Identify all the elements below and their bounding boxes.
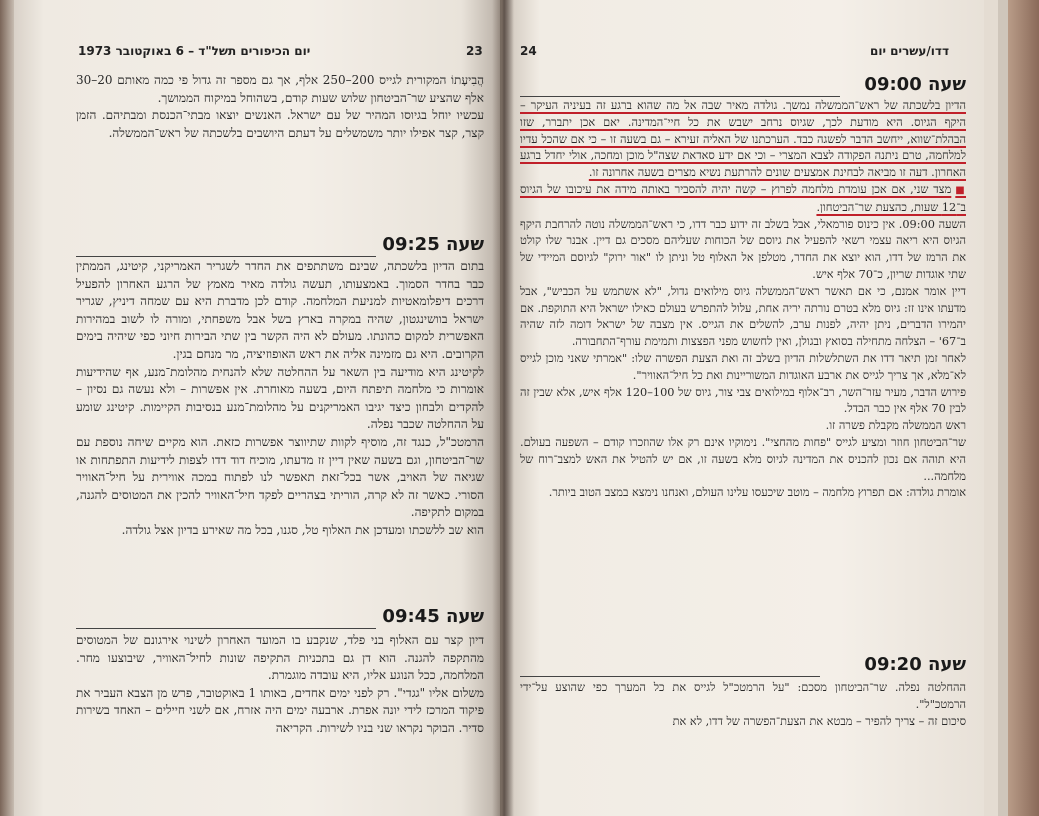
paragraph: סיכום זה – צריך להפיר – מבטא את הצעת־הפשרה של דדו, לא את: [672, 714, 966, 728]
right-page: [500, 0, 984, 816]
left-intro-text: [76, 72, 484, 142]
section-body-0900: [520, 98, 966, 502]
section-body-0945: [76, 632, 484, 738]
right-page-header-title: דדו/עשרים יום: [870, 44, 950, 58]
section-time-label: שעה 09:45: [382, 606, 484, 627]
book-gutter-shadow: [492, 0, 514, 816]
section-body-0925: [76, 258, 484, 540]
paragraph: פירוש הדבר, מעיר עזר־השר, רב־אלוף במילואים צבי צור, גיוס של 100–120 אלף איש, אלא שבין זה לבין 70 אלף אין כבר הבדל.: [520, 385, 966, 416]
red-marker-icon: ■: [955, 184, 966, 196]
right-page-number: 24: [520, 44, 537, 58]
paragraph: הוא שב ללשכתו ומעדכן את האלוף טל, סגנו, בכל מה שאירע בדיון אצל גולדה.: [121, 522, 484, 537]
paragraph: משלום אליו "גגדי". רק לפני ימים אחדים, באותו 1 באוקטובר, פרש מן הצבא העביר את פיקוד המרכז לידי יונה אפרת. ארבעה ימים היה אזרח, אם לשני חיילים – האחד בשירות סדיר. הבוקר נקראו שני בניו לשירות. הקריאה: [76, 685, 485, 735]
page-stack-edge: [984, 0, 998, 816]
paragraph: הֲבִיעָתוֹ המקורית לגייס 200–250 אלף, אך גם מספר זה גדול פי כמה מאותם 20–30 אלף שהציע שר־הביטחון שלוש שעות קודם, בשהוחל במיקוח הממושך.: [76, 73, 485, 105]
book-left-edge: [0, 0, 14, 816]
paragraph: הרמטכ"ל, כנגד זה, מוסיף לקוות שתיווצר אפשרות כזאת. הוא מקיים שיחה נוספת עם שר־הביטחון, וגם בשעה שאין דיין זז מדעתו, מוכיח דוד דדו לצפות לידיעות התפתחות או שגיאה של האויב, אשר בכל־זאת תאפשר לנו לפתוח במכה אווירית על חיל־האוויר הסורי. כאשר זה לא קרה, הוריתי בצהריים לפקד חיל־האוויר להכין את המטוסים להגנה, במקום לתקיפה.: [76, 434, 484, 520]
left-page-number: 23: [466, 44, 483, 58]
paragraph: לקיטינג היא מודיעה בין השאר על ההחלטה שלא להנחית מהלומת־מנע, אף שהידיעות אומרות כי מלחמה תיפתח היום, בשעה מאוחרת. אין אפשרות – ולא נעשה גם נסיון – להקדים ולבחון כיצד יגיבו האמריקנים על מהלומת־מנע בנסיבות הקיימות. קיטינג שומע על ההחלטה שכבר נפלה.: [76, 364, 484, 432]
section-time-label: שעה 09:00: [864, 74, 966, 95]
section-rule: [76, 256, 376, 257]
section-body-0920: [520, 680, 966, 730]
paragraph: [520, 182, 966, 217]
paragraph: אומרת גולדה: אם תפרוץ מלחמה – מוטב שיכעסו עלינו העולם, ואנחנו נימצא במצב הטוב ביותר.: [548, 486, 966, 500]
section-rule: [520, 96, 840, 97]
section-time-label: שעה 09:25: [382, 234, 484, 255]
paragraph: ההחלטה נפלה. שר־הביטחון מסכם: "על הרמטכ"ל לגייס את כל המערך כפי שהוצע על־ידי הרמטכ"ל".: [520, 681, 966, 711]
paragraph: ראש הממשלה מקבלת פשרה זו.: [825, 419, 966, 433]
section-rule: [76, 628, 376, 629]
paragraph-text: מצד שני, אם אכן עומדת מלחמה לפרוץ – קשה יהיה להסביר באותה מידה את עיכובו של הגיוס ב־12 שעות, כהצעת שר־הביטחון.: [520, 182, 966, 214]
section-rule: [520, 676, 820, 677]
paragraph: עכשיו יוחל בגיוסו המהיר של עם ישראל. האנשים יוצאו מבתי־הכנסת ומבתיהם. הזמן קצר, קצר אפילו יותר משמשלים על דעתם היושבים בלשכתה של ראש־הממשלה.: [76, 108, 484, 140]
left-page-header-date: יום הכיפורים תשל"ד – 6 באוקטובר 1973: [78, 44, 311, 58]
paragraph: לאחר זמן תיאר דדו את השתלשלות הדיון בשלב זה ואת הצעת הפשרה שלו: "אמרתי שאני מוכן לגייס לא־מלא, אך צריך לגייס את ארבע האוגדות המשוריינות ואת כל חיל־האוויר".: [520, 351, 966, 382]
paragraph: בתום הדיון בלשכתה, שבינם משתתפים את החדר לשגריר האמריקני, קיטינג, הממתין כבר בחדר הסמוך. באמצעותו, תעשה גולדה מאיר מאמץ של הרגע האחרון להפעיל דרכים דיפלומאטיות למניעת המלחמה. קודם לכן מדברת היא עם שמחה דיניץ, שגריר ישראל בוושינגטון, שהיה במקרה בארץ בשל אבל משפחתי, ומורה לו לשוב במהירות האפשרית למקום כהונתו. מעולם לא היה הקשר בין שתי הבירות חיוני כפי שיהיה בימים הקרובים. היא גם מזמינה אליה את ראש האופוזיציה, מר מנחם בגין.: [76, 259, 484, 361]
paragraph: השעה 09:00. אין כינוס פורמאלי, אבל בשלב זה ידוע כבר דדו, כי ראש־הממשלה נוטה להרחבת היקף הגיוס היא ריאה עצמי רשאי להפעיל את גיוסם של הכוחות שעליהם מסכים גם דיין. אבנר שלו קולט את הרמז של דדו, הוא יוצא את החדר, מטלפן אל האלוף טל וניתן לו "אור ירוק" לגיוסם המיידי של שתי אוגדות שריון, כ־70 אלף איש.: [520, 217, 967, 281]
paragraph: הדיון בלשכתה של ראש־הממשלה נמשך. גולדה מאיר שבה אל מה שהוא ברגע זה בעיניה העיקר – היקף הגיוס. היא מודעת לכך, שגיוס נרחב ישבש את כל חיי־המדינה. יאם אכן יתברר, שזו הבהלת־שווא, ייחשב הדבר לפשגה כבד. הערכתנו של האליה זעירא – גם בשעה זו – כי אם שהכל עדיו למלחמה, טרם ניתנה הפקודה לצבא המצרי – וכי אם ידע סאדאת שצה"ל מוכן ומחכה, אולי יחדל ברגע האחרון. דעה זו מביאה לבחינת אמצעים שונים להרתעת נשיא מצרים בשעה אחרונה זו.: [520, 99, 966, 180]
page-stack-edge: [998, 0, 1008, 816]
section-time-label: שעה 09:20: [864, 654, 966, 675]
paragraph: דיין אומר אמנם, כי אם תאשר ראש־הממשלה גיוס מילואים גדול, "לא אשתמש על הכביש", אבל מדעתו אינו זז: גיוס מלא בטרם נורתה יריה אחת, עלול להתפרש בעולם כאילו ישראל היא התוקפת. אם יהמירו הדברים, ניתן יהיה, לפנות ערב, להשלים את הגייס. אין מצבה של ישראל דומה לזה שהיה ב־67' – הצלחה מתחילה בסואץ ובגולן, ואין לחשוש מפני הפצצות ותמימת עורף־התחבורה.: [520, 284, 966, 349]
paragraph: דיון קצר עם האלוף בני פלד, שנקבע בו המועד האחרון לשינוי אירגונם של המטוסים מהתקפה להגנה. הוא דן גם בתכניות התקיפה שונות לחיל־האוויר, שיבוצעו מחר. המלחמה, ככל הנוגע אליו, היא עובדה מוגמרת.: [76, 633, 484, 683]
paragraph: שר־הביטחון חוזר ומציע לגייס "פחות מהחצי". נימוקיו אינם רק אלו שהוזכרו קודם – השפעה בעולם. היא תוהה אם נכון להכניס את המדינה לגיוס מלא בשעה זו, אם יש להטיל את האש למצב־רוח של מלחמה...: [520, 435, 966, 483]
book-cover-edge: [1008, 0, 1039, 816]
left-page: [14, 0, 500, 816]
